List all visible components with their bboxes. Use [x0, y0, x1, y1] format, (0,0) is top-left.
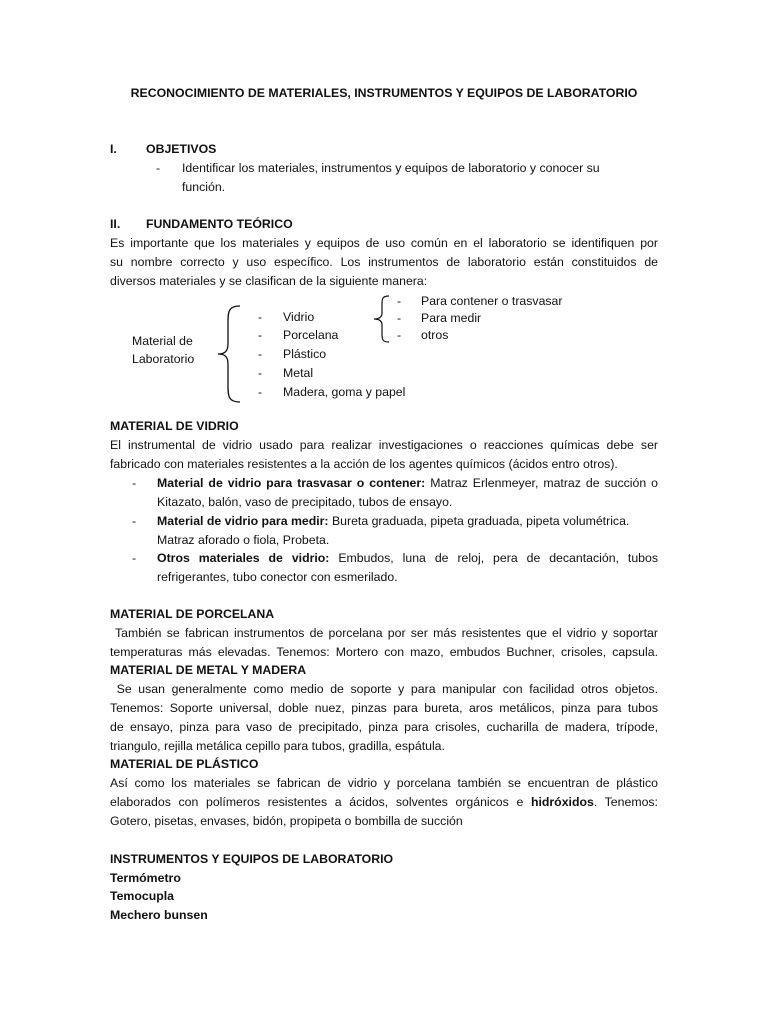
item-description: Matraz Erlenmeyer, matraz de succión o [425, 476, 658, 490]
bullet-dash: - [132, 551, 137, 565]
paragraph-line: fabricado con materiales resistentes a la acción de los agentes químicos (ácidos entro otros). [110, 457, 618, 471]
bullet-dash: - [156, 161, 161, 175]
material-item-vidrio: Vidrio [283, 310, 315, 324]
heading-instrumentos: INSTRUMENTOS Y EQUIPOS DE LABORATORIO [110, 852, 394, 866]
text-run: elaborados con polímeros resistentes a ácidos, solventes orgánicos e [110, 795, 531, 809]
objective-text-line1: Identificar los materiales, instrumentos y equipos de laboratorio y conocer su [182, 161, 600, 175]
bullet-dash: - [258, 366, 263, 380]
paragraph-line: Gotero, pisetas, envases, bidón, propipeta o bombilla de succión [110, 814, 463, 828]
material-label-line2: Laboratorio [132, 352, 195, 366]
objective-text-line2: función. [182, 180, 226, 194]
paragraph-line: su nombre correcto y uso específico. Los instrumentos de laboratorio están constituidos de [110, 255, 658, 269]
section-number-1: I. [110, 142, 117, 156]
paragraph-line: Kitazato, balón, vaso de precipitado, tubos de ensayo. [157, 495, 453, 509]
bullet-dash: - [258, 385, 263, 399]
paragraph-line [157, 549, 658, 568]
paragraph-line: Así como los materiales se fabrican de vidrio y porcelana también se encuentran de plástico [110, 776, 658, 790]
vidrio-item-3 [157, 549, 658, 587]
paragraph-line: También se fabrican instrumentos de porcelana por ser más resistentes que el vidrio y soportar [110, 626, 658, 640]
bullet-dash: - [258, 347, 263, 361]
glass-use-contener: Para contener o trasvasar [421, 294, 563, 308]
section-number-2: II. [110, 217, 121, 231]
document-title: RECONOCIMIENTO DE MATERIALES, INSTRUMENTOS Y EQUIPOS DE LABORATORIO [130, 86, 638, 100]
item-term: Material de vidrio para medir: [157, 514, 329, 528]
paragraph-line: refrigerantes, tubo conector con esmerilado. [157, 570, 398, 584]
left-brace-icon [214, 304, 244, 404]
bullet-dash: - [397, 294, 402, 308]
paragraph-line: Matraz aforado o fiola, Probeta. [157, 533, 330, 547]
instrument-item: Termómetro [110, 871, 181, 885]
paragraph-line: El instrumental de vidrio usado para realizar investigaciones o reacciones químicas debe ser [110, 438, 658, 452]
item-term: Otros materiales de vidrio: [157, 551, 330, 565]
porcelana-paragraph [110, 624, 658, 662]
heading-material-vidrio: MATERIAL DE VIDRIO [110, 419, 239, 433]
small-brace-icon [370, 294, 392, 344]
paragraph-line [110, 793, 658, 812]
instrument-item: Mechero bunsen [110, 908, 208, 922]
section-heading-fundamento: FUNDAMENTO TEÓRICO [146, 217, 293, 231]
heading-material-metal: MATERIAL DE METAL Y MADERA [110, 663, 307, 677]
glass-use-medir: Para medir [421, 311, 482, 325]
heading-material-porcelana: MATERIAL DE PORCELANA [110, 607, 275, 621]
bullet-dash: - [397, 311, 402, 325]
metal-paragraph [110, 680, 658, 756]
item-description: Embudos, luna de reloj, pera de decantación, tubos [329, 551, 658, 565]
material-item-plastico: Plástico [283, 347, 327, 361]
bullet-dash: - [258, 328, 263, 342]
paragraph-line: Es importante que los materiales y equipos de uso común en el laboratorio se identifiquen por [110, 236, 658, 250]
bold-term: hidróxidos [530, 795, 594, 809]
material-item-madera: Madera, goma y papel [283, 385, 406, 399]
paragraph-line: diversos materiales y se clasifican de la siguiente manera: [110, 274, 428, 288]
heading-material-plastico: MATERIAL DE PLÁSTICO [110, 757, 259, 771]
text-run: . Tenemos: [593, 795, 658, 809]
glass-use-otros: otros [421, 328, 449, 342]
item-term: Material de vidrio para trasvasar o contener: [157, 476, 426, 490]
item-description: Bureta graduada, pipeta graduada, pipeta volumétrica. [328, 514, 630, 528]
material-item-porcelana: Porcelana [283, 328, 339, 342]
paragraph-line: Se usan generalmente como medio de soporte y para manipular con facilidad otros objetos. [110, 682, 658, 696]
fundamento-paragraph [110, 234, 658, 291]
section-heading-objetivos: OBJETIVOS [146, 142, 217, 156]
paragraph-line: temperaturas más elevadas. Tenemos: Mortero con mazo, embudos Buchner, crisoles, capsula. [110, 645, 658, 659]
vidrio-item-1 [157, 474, 658, 512]
paragraph-line: triangulo, rejilla metálica cepillo para tubos, gradilla, espátula. [110, 739, 445, 753]
bullet-dash: - [397, 328, 402, 342]
material-label-line1: Material de [132, 334, 193, 348]
paragraph-line [157, 512, 658, 531]
plastico-paragraph [110, 774, 658, 831]
bullet-dash: - [258, 310, 263, 324]
paragraph-line: de ensayo, pinza para vaso de precipitado, pinza para crisoles, cucharilla de madera, trípode, [110, 720, 658, 734]
bullet-dash: - [132, 514, 137, 528]
bullet-dash: - [132, 476, 137, 490]
paragraph-line: Tenemos: Soporte universal, doble nuez, pinzas para bureta, aros metálicos, pinza para tubos [110, 701, 658, 715]
vidrio-paragraph [110, 436, 658, 474]
instrument-item: Temocupla [110, 889, 175, 903]
material-item-metal: Metal [283, 366, 314, 380]
paragraph-line [157, 474, 658, 493]
vidrio-item-2 [157, 512, 658, 550]
